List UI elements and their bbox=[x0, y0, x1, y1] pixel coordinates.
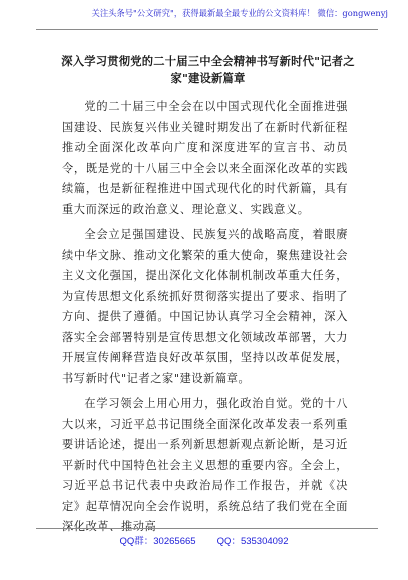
document-title: 深入学习贯彻党的二十届三中全会精神书写新时代"记者之家"建设新篇章 bbox=[61, 54, 355, 85]
footer-contact: QQ群：30265665 QQ：535304092 bbox=[119, 536, 289, 547]
paragraph-3: 在学习领会上用心用力，强化政治自觉。党的十八大以来，习近平总书记围绕全面深化改革发表一系列重要讲话论述，提出一系列新思想新观点新论断，是习近平新时代中国特色社会主义思想的重要内容。全会上，习近平总书记代表中央政治局作工作报告，并就《决定》起草情况向全会作说明，系统总结了我们党在全面深化改革、推动高 bbox=[62, 397, 348, 533]
paragraph-1: 党的二十届三中全会在以中国式现代化全面推进强国建设、民族复兴伟业关键时期发出了在新时代新征程推动全面深化改革向广度和深度进军的宣言书、动员令，既是党的十八届三中全会以来全面深化改革的实践续篇，也是新征程推进中国式现代化的时代新篇，具有重大而深远的政治意义、理论意义、实践意义。 bbox=[62, 100, 348, 216]
page-header bbox=[0, 0, 408, 34]
paragraph-2: 全会立足强国建设、民族复兴的战略高度，着眼赓续中华文脉、推动文化繁荣的重大使命，聚焦建设社会主义文化强国，提出深化文化体制机制改革重大任务，为宣传思想文化系统抓好贯彻落实提出了要求、指明了方向、提供了遵循。中国记协认真学习全会精神，深入落实全会部署特别是宣传思想文化领域改革部署，大力开展宣传阐释营造良好改革氛围，坚持以改革促发展，书写新时代"记者之家"建设新篇章。 bbox=[62, 228, 348, 385]
document-body bbox=[62, 97, 348, 543]
header-notice: 关注头条号"公文研究"，获得最新最全最专业的公文资料库！ 微信：gongwenyj bbox=[91, 8, 388, 18]
header-divider bbox=[36, 29, 378, 30]
footer-divider bbox=[36, 528, 378, 529]
